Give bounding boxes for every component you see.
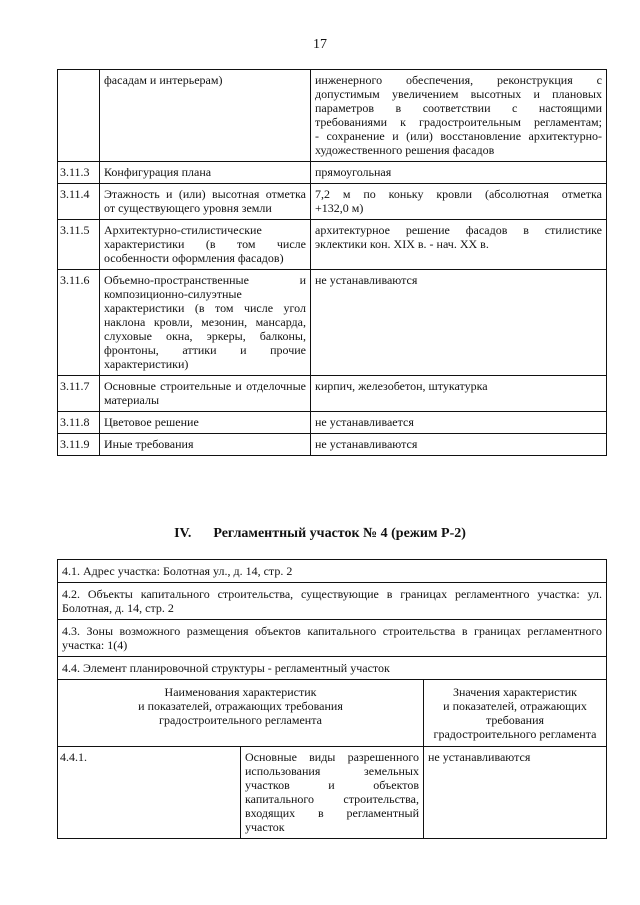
table-row <box>58 184 607 220</box>
value-line: допустимым увеличением высотных и плановых <box>315 87 602 101</box>
row-number: 3.11.5 <box>58 220 100 270</box>
value-line: архитектурное решение фасадов в стилистике <box>315 223 602 237</box>
value-line: 7,2 м по коньку кровли (абсолютная отметка <box>315 187 602 201</box>
characteristic-value <box>311 376 607 412</box>
row-number <box>58 70 100 162</box>
row-number: 4.4.1. <box>58 747 241 839</box>
value-line: художественного решения фасадов <box>315 143 495 157</box>
table-row <box>58 270 607 376</box>
value-line: кирпич, железобетон, штукатурка <box>315 379 488 393</box>
table-row <box>58 162 607 184</box>
characteristic-name: Основные виды разрешенного использования земельных участков и объектов капитального строительства, входящих в регламентный участок <box>241 747 424 839</box>
characteristic-name: Иные требования <box>100 434 311 456</box>
table-row <box>58 70 607 162</box>
row-number: 3.11.8 <box>58 412 100 434</box>
characteristic-name: Основные строительные и отделочные материалы <box>100 376 311 412</box>
characteristic-value <box>311 412 607 434</box>
plot-existing-objects: 4.2. Объекты капитального строительства, существующие в границах регламентного участка: ул. Болотная, д. 14, стр. 2 <box>58 583 607 620</box>
value-line: эклектики кон. XIX в. - нач. XX в. <box>315 237 489 251</box>
row-number: 3.11.3 <box>58 162 100 184</box>
characteristic-value: не устанавливаются <box>424 747 607 839</box>
characteristic-value <box>311 434 607 456</box>
header-values <box>424 680 607 747</box>
characteristic-name: Конфигурация плана <box>100 162 311 184</box>
header-line: Наименования характеристик <box>164 685 317 699</box>
row-number: 3.11.6 <box>58 270 100 376</box>
characteristic-value <box>311 270 607 376</box>
plot-placement-zones: 4.3. Зоны возможного размещения объектов капитального строительства в границах регламентного участка: 1(4) <box>58 620 607 657</box>
table-row <box>58 657 607 680</box>
section-roman-numeral: IV. <box>174 526 192 541</box>
characteristic-value <box>311 70 607 162</box>
characteristic-name: фасадам и интерьерам) <box>100 70 311 162</box>
table-row <box>58 376 607 412</box>
row-number: 3.11.9 <box>58 434 100 456</box>
value-line: требованиями к градостроительным регламентам; <box>315 115 602 129</box>
characteristic-value <box>311 162 607 184</box>
value-line: инженерного обеспечения, реконструкция с <box>315 73 602 87</box>
value-line: не устанавливаются <box>315 273 418 287</box>
page-number: 17 <box>313 37 327 52</box>
value-line: параметров в соответствии с настоящими <box>315 101 602 115</box>
table-row <box>58 560 607 583</box>
plot-address: 4.1. Адрес участка: Болотная ул., д. 14, стр. 2 <box>58 560 607 583</box>
characteristic-name: Цветовое решение <box>100 412 311 434</box>
characteristics-table-continued <box>57 69 607 456</box>
header-line: и показателей, отражающих требования <box>138 699 343 713</box>
value-line: не устанавливаются <box>315 437 418 451</box>
header-line: Значения характеристик <box>453 685 577 699</box>
table-row <box>58 747 607 839</box>
section-heading <box>0 527 640 541</box>
plot-planning-element: 4.4. Элемент планировочной структуры - регламентный участок <box>58 657 607 680</box>
header-characteristics <box>58 680 424 747</box>
header-line: градостроительного регламента <box>159 713 322 727</box>
characteristic-name: Этажность и (или) высотная отметка от существующего уровня земли <box>100 184 311 220</box>
table-row <box>58 434 607 456</box>
characteristic-name: Архитектурно-стилистические характеристики (в том числе особенности оформления фасадов) <box>100 220 311 270</box>
characteristic-value <box>311 184 607 220</box>
value-line: +132,0 м) <box>315 201 364 215</box>
row-number: 3.11.4 <box>58 184 100 220</box>
table-row <box>58 620 607 657</box>
section-title: Регламентный участок № 4 (режим Р-2) <box>213 526 466 541</box>
table-row <box>58 220 607 270</box>
regulation-plot-table <box>57 559 607 839</box>
header-line: градостроительного регламента <box>433 727 597 741</box>
table-row <box>58 583 607 620</box>
characteristic-value <box>311 220 607 270</box>
header-line: и показателей, отражающих требования <box>443 699 587 727</box>
value-line: прямоугольная <box>315 165 392 179</box>
table-row <box>58 412 607 434</box>
value-line: - сохранение и (или) восстановление архитектурно- <box>315 129 602 143</box>
row-number: 3.11.7 <box>58 376 100 412</box>
table-header-row <box>58 680 607 747</box>
value-line: не устанавливается <box>315 415 414 429</box>
characteristic-name: Объемно-пространственные и композиционно-силуэтные характеристики (в том числе угол наклона кровли, мезонин, мансарда, слуховые окна, эркеры, балконы, фронтоны, аттики и прочие характеристики) <box>100 270 311 376</box>
